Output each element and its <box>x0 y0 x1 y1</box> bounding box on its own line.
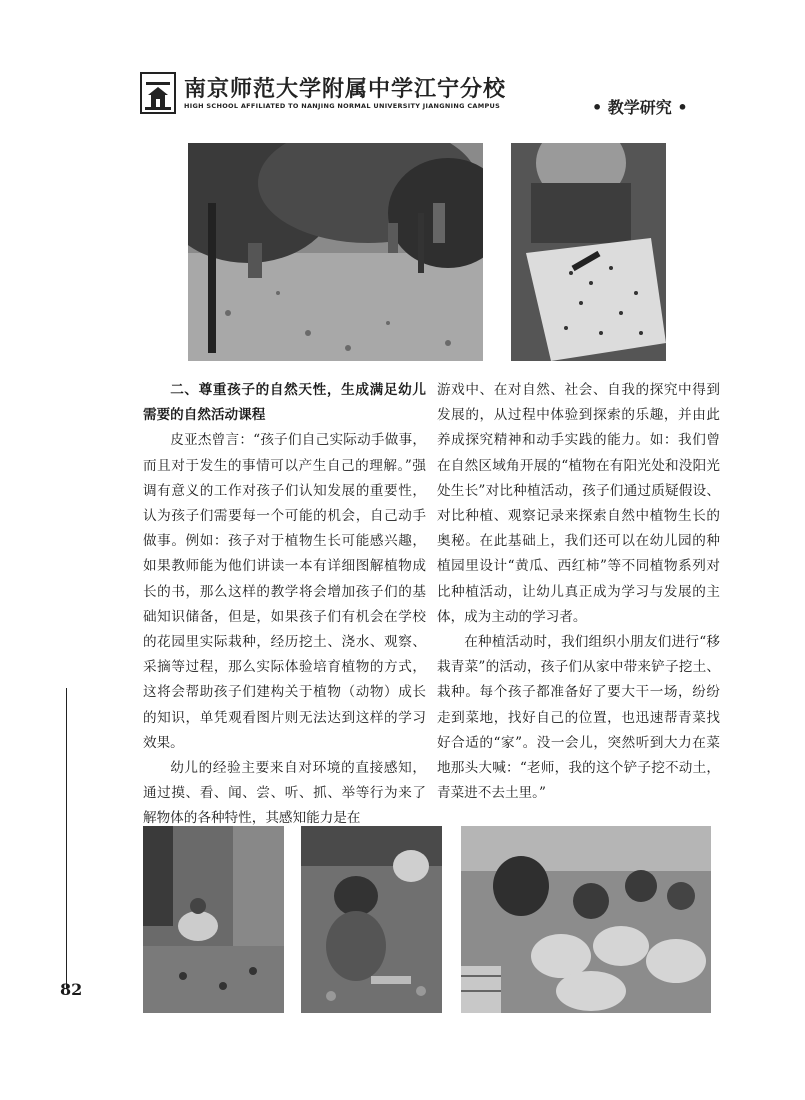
article-left-column <box>143 378 426 832</box>
photo-teacher-children-garden <box>461 826 711 1013</box>
school-name-en: HIGH SCHOOL AFFILIATED TO NANJING NORMAL UNIVERSITY JIANGNING CAMPUS <box>184 102 501 110</box>
margin-rule <box>66 688 67 988</box>
article-right-column <box>437 378 720 806</box>
paragraph-planting: 在种植活动时，我们组织小朋友们进行“移栽青菜”的活动，孩子们从家中带来铲子挖土、栽种。每个孩子都准备好了要大干一场，纷纷走到菜地，找好自己的位置，也迅速帮青菜找好合适的“家”。没一会儿，突然听到大力在菜地那头大喊：“老师，我的这个铲子挖不动土，青菜进不去土里。” <box>437 634 720 802</box>
photo-child-drawing <box>511 143 666 361</box>
photo-child-planting <box>143 826 284 1013</box>
school-name-cn: 南京师范大学附属中学江宁分校 <box>184 76 507 102</box>
photo-children-walking <box>188 143 483 361</box>
paragraph-piaget: 皮亚杰曾言：“孩子们自己实际动手做事，而且对于发生的事情可以产生自己的理解。”强调有意义的工作对孩子们认知发展的重要性，认为孩子们需要每一个可能的机会，自己动手做事。例如：孩子对于植物生长可能感兴趣，如果教师能为他们讲读一本有详细图解植物成长的书，那么这样的教学将会增加孩子们的基础知识储备，但是，如果孩子们有机会在学校的花园里实际栽种，经历挖土、浇水、观察、采摘等过程，那么实际体验培育植物的方式，这将会帮助孩子们建构关于植物（动物）成长的知识，单凭观看图片则无法达到这样的学习效果。 <box>143 432 426 751</box>
section-heading: 二、尊重孩子的自然天性，生成满足幼儿需要的自然活动课程 <box>143 382 426 424</box>
section-tag: • 教学研究 • <box>592 98 688 117</box>
photo-children-digging <box>301 826 442 1013</box>
school-building-icon <box>143 78 173 112</box>
paragraph-exploration: 游戏中、在对自然、社会、自我的探究中得到发展的，从过程中体验到探索的乐趣，并由此养成探究精神和动手实践的能力。如：我们曾在自然区域角开展的“植物在有阳光处和没阳光处生长”对比种植活动，孩子们通过质疑假设、对比种植、观察记录来探索自然中植物生长的奥秘。在此基础上，我们还可以在幼儿园的种植园里设计“黄瓜、西红柿”等不同植物系列对比种植活动，让幼儿真正成为学习与发展的主体，成为主动的学习者。 <box>437 382 720 625</box>
paragraph-experience: 幼儿的经验主要来自对环境的直接感知，通过摸、看、闻、尝、听、抓、举等行为来了解物体的各种特性，其感知能力是在 <box>143 760 426 827</box>
school-logo <box>140 72 176 114</box>
page-number: 82 <box>60 980 83 999</box>
